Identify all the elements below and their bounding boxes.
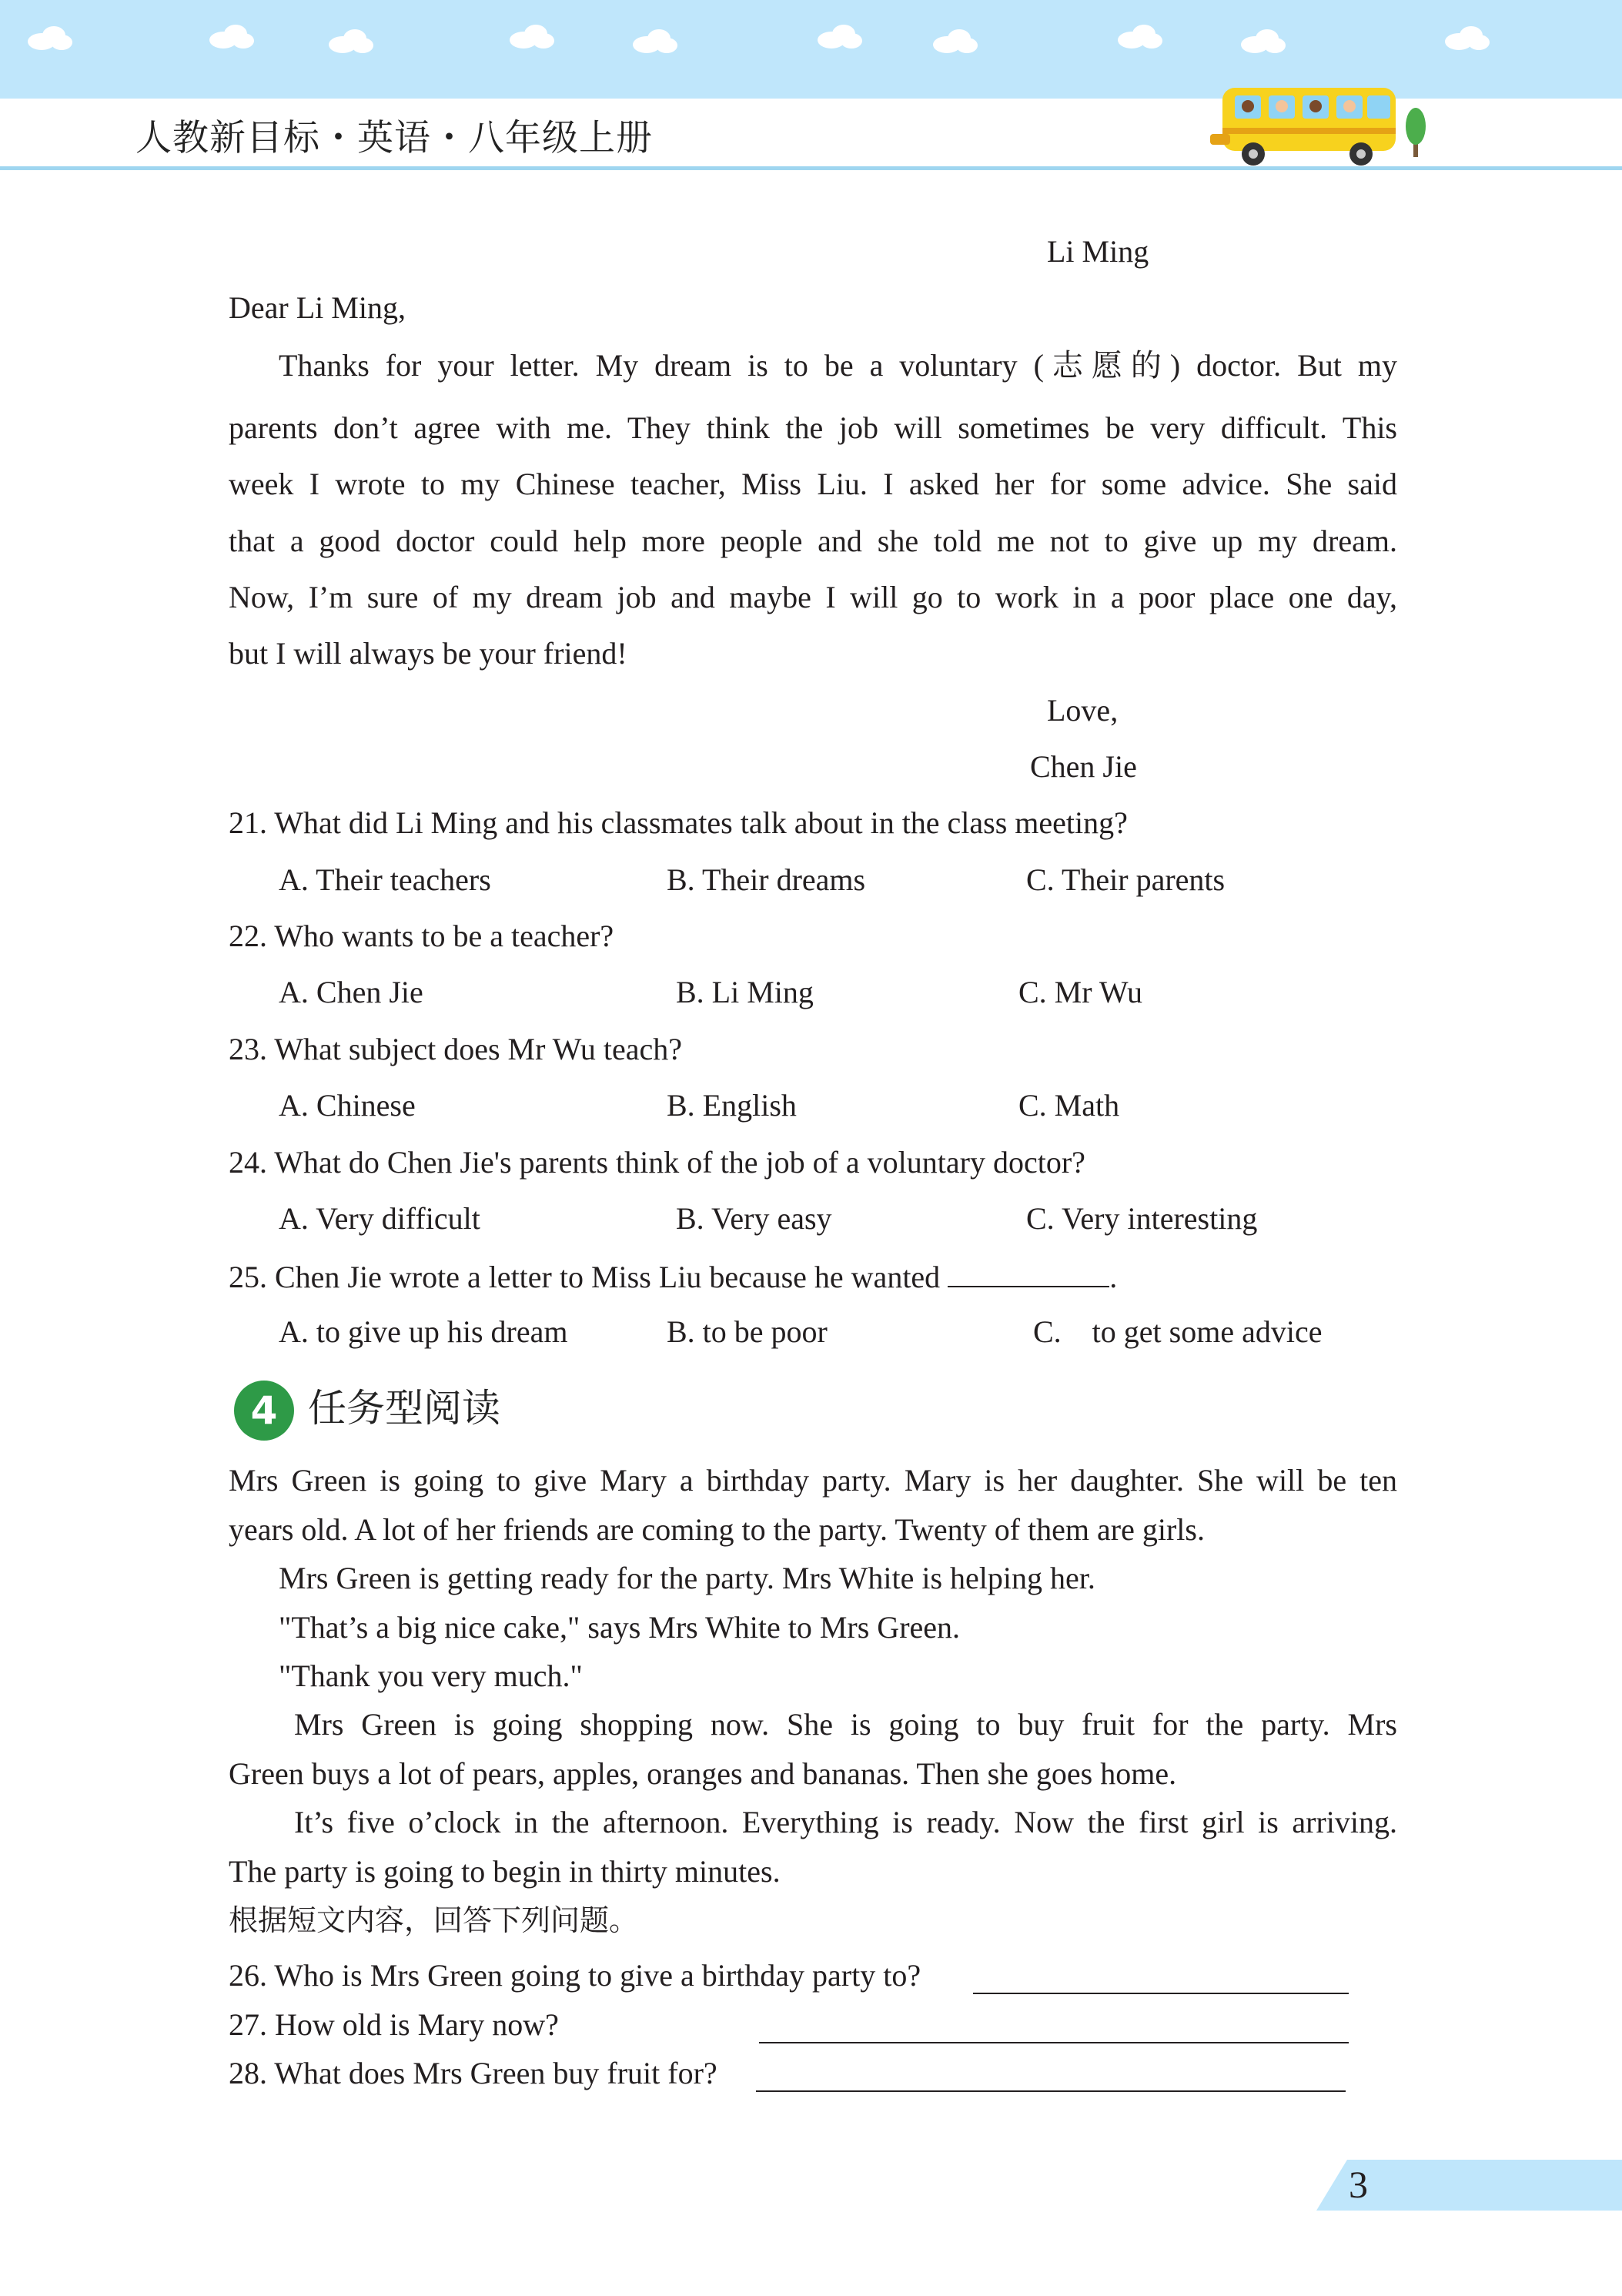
- letter-line: but I will always be your friend!: [229, 636, 627, 671]
- answer-blank[interactable]: [948, 1255, 1109, 1287]
- passage-line: Green buys a lot of pears, apples, oranges and bananas. Then she goes home.: [229, 1756, 1177, 1791]
- passage-line: Mrs Green is going shopping now. She is going to buy fruit for the party. Mrs: [294, 1707, 1397, 1742]
- option-c: C. Mr Wu: [1018, 975, 1142, 1009]
- option-a: A. Their teachers: [279, 862, 491, 897]
- option-c: C. Very interesting: [1026, 1201, 1258, 1236]
- question-text: 25. Chen Jie wrote a letter to Miss Liu because he wanted: [229, 1260, 941, 1294]
- question-23: 23. What subject does Mr Wu teach?: [229, 1032, 682, 1066]
- answer-line[interactable]: [973, 1993, 1349, 1994]
- cloud-icon: [508, 23, 556, 49]
- cloud-icon: [327, 28, 375, 54]
- letter-line: Thanks for your letter. My dream is to be a voluntary (志愿的) doctor. But my: [279, 348, 1397, 383]
- cloud-icon: [1239, 28, 1287, 54]
- tree-icon: [1406, 108, 1426, 157]
- cloud-icon: [1116, 23, 1164, 49]
- question-end: .: [1109, 1260, 1118, 1294]
- cloud-icon: [631, 28, 679, 54]
- option-c: C. Math: [1018, 1088, 1120, 1123]
- letter-line: week I wrote to my Chinese teacher, Miss Liu. I asked her for some advice. She said: [229, 467, 1397, 501]
- question-22: 22. Who wants to be a teacher?: [229, 919, 614, 953]
- option-b: B. to be poor: [667, 1314, 828, 1349]
- passage-line: Mrs Green is going to give Mary a birthday party. Mary is her daughter. She will be ten: [229, 1463, 1397, 1498]
- cloud-icon: [931, 28, 979, 54]
- section-title: 任务型阅读: [308, 1386, 500, 1431]
- letter-line: Now, I’m sure of my dream job and maybe I will go to work in a poor place one day,: [229, 580, 1397, 614]
- letter-signature: Chen Jie: [1030, 749, 1137, 784]
- letter-line: that a good doctor could help more people and she told me not to give up my dream.: [229, 524, 1397, 558]
- section-number-badge: 4: [234, 1381, 294, 1441]
- passage-line: Mrs Green is getting ready for the party. Mrs White is helping her.: [279, 1561, 1095, 1595]
- letter-top-signature: Li Ming: [1047, 234, 1149, 269]
- option-a: A. Chen Jie: [279, 975, 423, 1009]
- cloud-icon: [26, 25, 74, 51]
- passage-line: The party is going to begin in thirty minutes.: [229, 1854, 781, 1889]
- question-27: 27. How old is Mary now?: [229, 2007, 559, 2042]
- option-b: B. Their dreams: [667, 862, 866, 897]
- cloud-icon: [208, 23, 256, 49]
- question-21: 21. What did Li Ming and his classmates talk about in the class meeting?: [229, 805, 1128, 840]
- question-24: 24. What do Chen Jie's parents think of the job of a voluntary doctor?: [229, 1145, 1085, 1180]
- cloud-icon: [1443, 25, 1491, 51]
- letter-closing: Love,: [1047, 693, 1119, 728]
- answer-line[interactable]: [756, 2090, 1346, 2092]
- school-bus-icon: [1207, 80, 1430, 172]
- option-b: B. English: [667, 1088, 797, 1123]
- question-26: 26. Who is Mrs Green going to give a birthday party to?: [229, 1958, 921, 1993]
- question-25: [229, 1255, 1117, 1297]
- option-a: A. Very difficult: [279, 1201, 480, 1236]
- page-number: 3: [1349, 2163, 1368, 2206]
- option-b: B. Li Ming: [676, 975, 814, 1009]
- option-b: B. Very easy: [676, 1201, 832, 1236]
- option-a: A. Chinese: [279, 1088, 416, 1123]
- letter-line: parents don’t agree with me. They think the job will sometimes be very difficult. This: [229, 410, 1397, 445]
- book-title: 人教新目标・英语・八年级上册: [135, 117, 653, 159]
- passage-line: years old. A lot of her friends are coming to the party. Twenty of them are girls.: [229, 1512, 1205, 1547]
- option-c: C. to get some advice: [1033, 1314, 1323, 1349]
- passage-line: "That’s a big nice cake," says Mrs White to Mrs Green.: [279, 1610, 961, 1645]
- question-28: 28. What does Mrs Green buy fruit for?: [229, 2056, 717, 2090]
- answer-line[interactable]: [759, 2042, 1349, 2043]
- option-c: C. Their parents: [1026, 862, 1226, 897]
- cloud-icon: [816, 23, 864, 49]
- instruction: 根据短文内容，回答下列问题。: [229, 1903, 639, 1937]
- passage-line: It’s five o’clock in the afternoon. Everything is ready. Now the first girl is arriving.: [294, 1805, 1397, 1839]
- letter-greeting: Dear Li Ming,: [229, 290, 406, 325]
- passage-line: "Thank you very much.": [279, 1658, 583, 1693]
- option-a: A. to give up his dream: [279, 1314, 568, 1349]
